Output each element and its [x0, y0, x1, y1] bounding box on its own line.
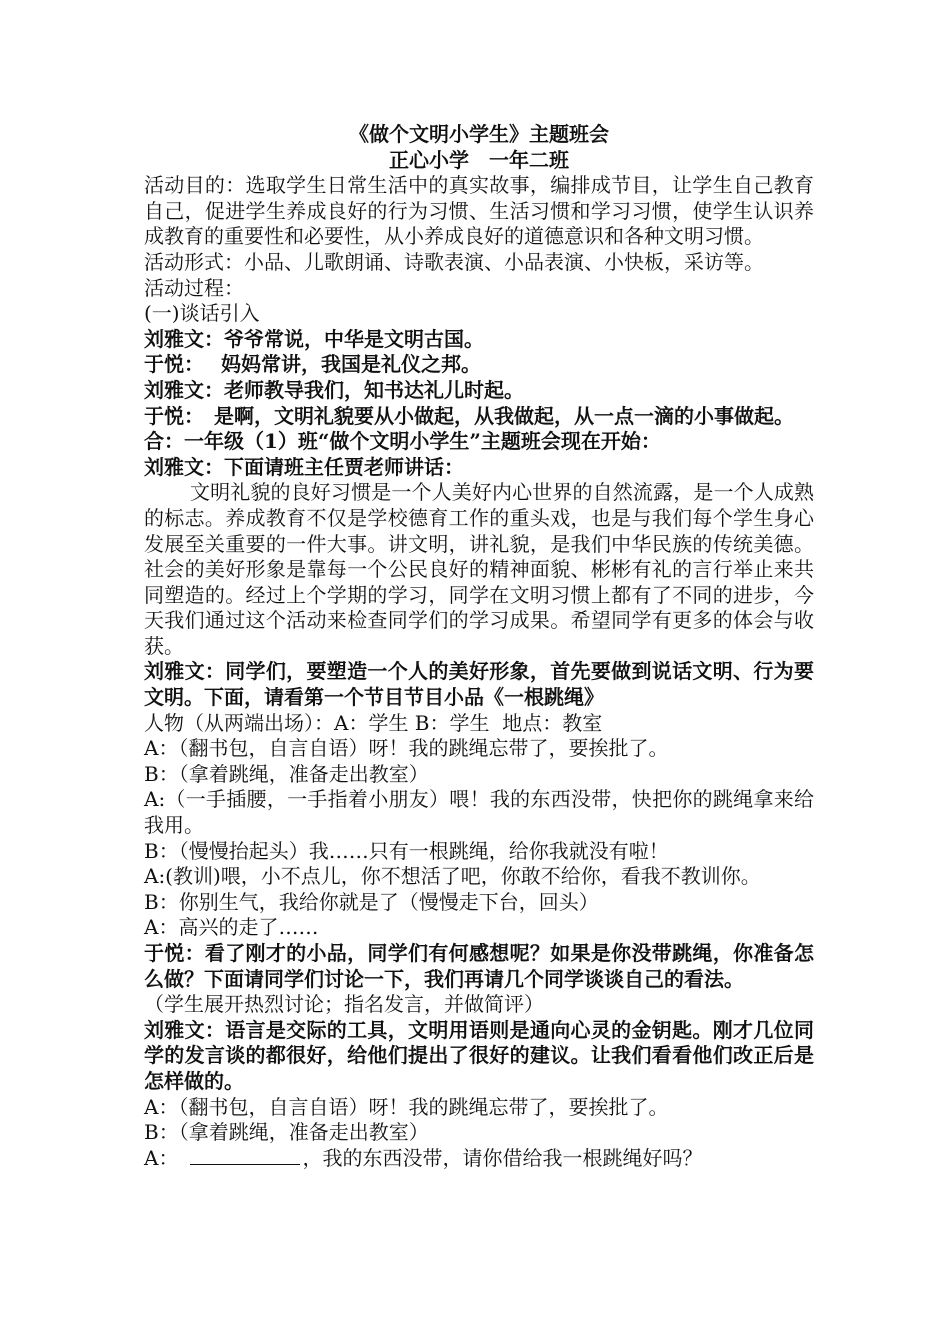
final-line-suffix: ，我的东西没带，请你借给我一根跳绳好吗？	[302, 1145, 703, 1170]
paragraph: （学生展开热烈讨论；指名发言，并做简评）	[144, 992, 544, 1017]
paragraph: 活动过程：	[144, 275, 244, 300]
paragraph: 刘雅文：同学们，要塑造一个人的美好形象，首先要做到说话文明、行为要文明。下面，请看第一个节目节目小品《一根跳绳》	[144, 659, 814, 710]
paragraph: 于悦： 妈妈常讲，我国是礼仪之邦。	[144, 352, 481, 377]
paragraph: A：（翻书包，自言自语）呀！我的跳绳忘带了，要挨批了。	[144, 736, 669, 761]
document-page	[144, 122, 814, 1171]
paragraph: B：（拿着跳绳，准备走出教室）	[144, 1120, 429, 1145]
paragraph: 于悦：看了刚才的小品，同学们有何感想呢？如果是你没带跳绳，你准备怎么做？下面请同学们讨论一下，我们再请几个同学谈谈自己的看法。	[144, 941, 814, 991]
document-subtitle: 正心小学 一年二班	[389, 147, 569, 172]
paragraph: 人物（从两端出场）：A：学生 B：学生 地点：教室	[144, 710, 603, 735]
paragraph: A:（一手插腰，一手指着小朋友）喂！我的东西没带，快把你的跳绳拿来给我用。	[144, 787, 814, 838]
paragraph: 文明礼貌的良好习惯是一个人美好内心世界的自然流露，是一个人成熟的标志。养成教育不仅是学校德育工作的重头戏，也是与我们每个学生身心发展至关重要的一件大事。讲文明，讲礼貌，是我们中华民族的传统美德。社会的美好形象是靠每一个公民良好的精神面貌、彬彬有礼的言行举止来共同塑造的。经过上个学期的学习，同学在文明习惯上都有了不同的进步，今天我们通过这个活动来检查同学们的学习成果。希望同学有更多的体会与收获。	[144, 480, 814, 658]
paragraph: 活动目的：选取学生日常生活中的真实故事，编排成节目，让学生自己教育自己，促进学生养成良好的行为习惯、生活习惯和学习习惯，使学生认识养成教育的重要性和必要性，从小养成良好的道德意识和各种文明习惯。	[144, 173, 814, 249]
paragraph: 刘雅文：语言是交际的工具，文明用语则是通向心灵的金钥匙。刚才几位同学的发言谈的都很好，给他们提出了很好的建议。让我们看看他们改正后是怎样做的。	[144, 1017, 814, 1093]
paragraph: A:(教训)喂，小不点儿，你不想活了吧，你敢不给你，看我不教训你。	[144, 864, 761, 889]
paragraph: B：（拿着跳绳，准备走出教室）	[144, 761, 429, 786]
paragraph: 刘雅文：老师教导我们，知书达礼儿时起。	[144, 377, 524, 402]
paragraph: A：高兴的走了……	[144, 915, 319, 940]
final-line-prefix: A：	[144, 1145, 189, 1170]
final-line	[144, 1146, 814, 1172]
paragraph: A：（翻书包，自言自语）呀！我的跳绳忘带了，要挨批了。	[144, 1094, 669, 1119]
document-body	[144, 173, 814, 1146]
paragraph: (一)谈话引入	[144, 301, 260, 326]
paragraph: 刘雅文：爷爷常说，中华是文明古国。	[144, 326, 484, 351]
paragraph: 于悦： 是啊，文明礼貌要从小做起，从我做起，从一点一滴的小事做起。	[144, 403, 794, 428]
paragraph: 合：一年级（1）班“做个文明小学生”主题班会现在开始：	[144, 429, 661, 454]
paragraph: B：（慢慢抬起头）我……只有一根跳绳，给你我就没有啦！	[144, 838, 669, 863]
paragraph: 活动形式：小品、儿歌朗诵、诗歌表演、小品表演、小快板，采访等。	[144, 249, 764, 274]
fill-in-blank[interactable]	[190, 1148, 300, 1165]
document-title: 《做个文明小学生》主题班会	[349, 122, 609, 146]
paragraph: 刘雅文：下面请班主任贾老师讲话：	[144, 454, 464, 479]
paragraph: B：你别生气，我给你就是了（慢慢走下台，回头）	[144, 889, 599, 914]
